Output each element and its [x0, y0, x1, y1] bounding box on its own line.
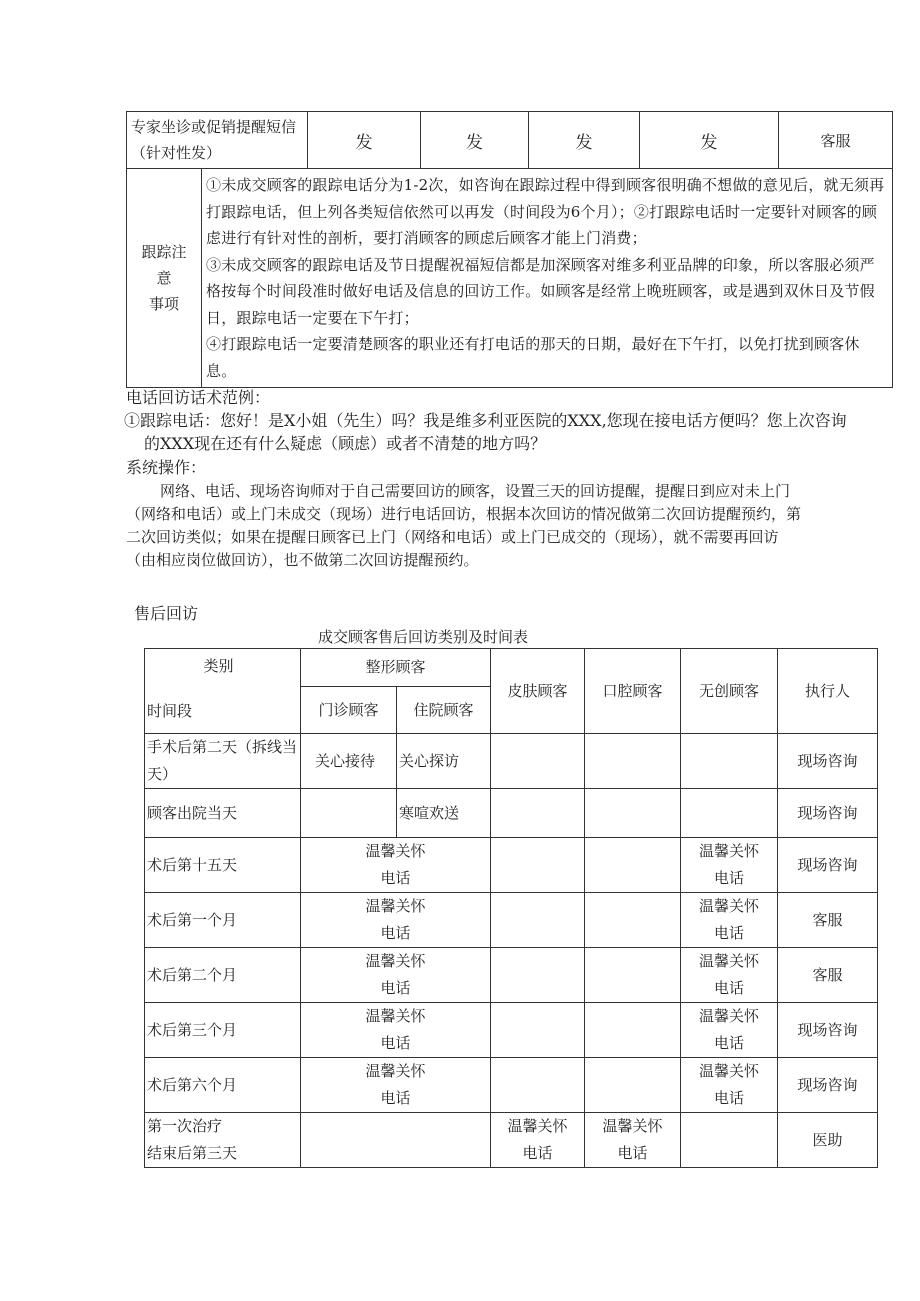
skin-cell: [491, 1113, 585, 1168]
phone-script-line: 的XXX现在还有什么疑虑（顾虑）或者不清楚的地方吗？: [144, 434, 547, 453]
cell-line: 温馨关怀: [602, 1117, 663, 1135]
cell-line: 温馨关怀: [699, 1007, 760, 1025]
oral-cell: [585, 1113, 681, 1168]
table-row: [145, 789, 878, 838]
table-row: [145, 893, 878, 948]
period-cell: 手术后第二天（拆线当天）: [145, 734, 301, 789]
empty-cell: [491, 789, 585, 838]
period-cell: 术后第十五天: [145, 838, 301, 893]
cell-line: 电话: [714, 1034, 745, 1052]
empty-cell: [491, 893, 585, 948]
outpatient-cell: 关心接待: [301, 734, 397, 789]
executor-cell: 现场咨询: [778, 838, 878, 893]
empty-cell: [681, 734, 778, 789]
system-ops-line: 网络、电话、现场咨询师对于自己需要回访的顾客，设置三天的回访提醒，提醒日到应对未上门: [160, 482, 791, 500]
after-sales-heading: 售后回访: [134, 604, 199, 623]
empty-cell: [681, 1113, 778, 1168]
header-plastic: 整形顾客: [301, 649, 491, 687]
cell-line: 第一次治疗: [147, 1117, 223, 1135]
period-cell: 术后第一个月: [145, 893, 301, 948]
header-oral: 口腔顾客: [585, 649, 681, 734]
cell-line: 温馨关怀: [365, 1007, 426, 1025]
table-caption: 成交顾客售后回访类别及时间表: [318, 628, 529, 646]
sms-reminder-label: 专家坐诊或促销提醒短信（针对性发）: [127, 112, 308, 169]
table-row: [145, 734, 878, 789]
header-outpatient: 门诊顾客: [301, 687, 397, 734]
executor-cell: 客服: [779, 112, 893, 169]
executor-cell: 客服: [778, 893, 878, 948]
system-ops-line: （网络和电话）或上门未成交（现场）进行电话回访，根据本次回访的情况做第二次回访提醒预约，第: [126, 505, 802, 523]
cell-line: 结束后第三天: [147, 1144, 238, 1162]
cell-line: 电话: [714, 924, 745, 942]
cell-line: 温馨关怀: [365, 842, 426, 860]
empty-cell: [585, 734, 681, 789]
empty-cell: [491, 838, 585, 893]
empty-cell: [585, 789, 681, 838]
noninvasive-cell: [681, 948, 778, 1003]
header-category: [145, 649, 301, 734]
send-cell: 发: [421, 112, 529, 169]
plastic-cell: [301, 1003, 491, 1058]
empty-cell: [585, 893, 681, 948]
after-sales-table: [144, 648, 878, 1168]
cell-line: 温馨关怀: [699, 897, 760, 915]
system-ops-line: 二次回访类似；如果在提醒日顾客已上门（网络和电话）或上门已成交的（现场），就不需要再回访: [126, 528, 779, 546]
cell-line: 电话: [380, 1034, 411, 1052]
period-cell: 术后第六个月: [145, 1058, 301, 1113]
notes-content: [202, 169, 893, 388]
empty-cell: [491, 948, 585, 1003]
cell-line: 电话: [617, 1144, 648, 1162]
cell-line: 温馨关怀: [699, 1062, 760, 1080]
period-cell: 顾客出院当天: [145, 789, 301, 838]
empty-cell: [585, 838, 681, 893]
system-ops-line: （由相应岗位做回访），也不做第二次回访提醒预约。: [126, 551, 479, 569]
plastic-cell: [301, 838, 491, 893]
empty-cell: [681, 789, 778, 838]
header-inpatient: 住院顾客: [397, 687, 491, 734]
note-paragraph: ③未成交顾客的跟踪电话及节日提醒祝福短信都是加深顾客对维多利亚品牌的印象，所以客服必须严格按每个时间段准时做好电话及信息的回访工作。如顾客是经常上晚班顾客，或是遇到双休日及节假日，跟踪电话一定要在下午打；: [206, 255, 875, 327]
period-label: 时间段: [147, 702, 193, 720]
plastic-cell: [301, 948, 491, 1003]
phone-script-line: ①跟踪电话：您好！是X小姐（先生）吗？我是维多利亚医院的XXX,您现在接电话方便吗？您上次咨询: [124, 411, 847, 430]
cell-line: 温馨关怀: [699, 952, 760, 970]
cell-line: 电话: [380, 924, 411, 942]
executor-cell: 现场咨询: [778, 1003, 878, 1058]
cell-line: 温馨关怀: [699, 842, 760, 860]
table-row: [145, 1058, 878, 1113]
followup-table: [126, 111, 893, 388]
empty-cell: [491, 1003, 585, 1058]
cell-line: 电话: [380, 979, 411, 997]
category-label: 类别: [203, 657, 234, 675]
notes-label-line: 意: [156, 269, 172, 287]
period-cell: [145, 1113, 301, 1168]
inpatient-cell: 关心探访: [397, 734, 491, 789]
executor-cell: 现场咨询: [778, 1058, 878, 1113]
executor-cell: 客服: [778, 948, 878, 1003]
cell-line: 温馨关怀: [365, 952, 426, 970]
empty-cell: [301, 789, 397, 838]
note-paragraph: ①未成交顾客的跟踪电话分为1-2次，如咨询在跟踪过程中得到顾客很明确不想做的意见后，就无须再打跟踪电话，但上列各类短信依然可以再发（时间段为6个月）；②打跟踪电话时一定要针对顾客的顾虑进行有针对性的剖析，要打消顾客的顾虑后顾客才能上门消费；: [206, 176, 885, 247]
header-skin: 皮肤顾客: [491, 649, 585, 734]
table-row: [145, 1113, 878, 1168]
cell-line: 电话: [714, 869, 745, 887]
notes-label-line: 跟踪注: [141, 243, 187, 261]
cell-line: 温馨关怀: [365, 1062, 426, 1080]
executor-cell: 现场咨询: [778, 789, 878, 838]
cell-line: 温馨关怀: [507, 1117, 568, 1135]
notes-label: [127, 169, 202, 388]
executor-cell: 医助: [778, 1113, 878, 1168]
period-cell: 术后第三个月: [145, 1003, 301, 1058]
plastic-cell: [301, 893, 491, 948]
executor-cell: 现场咨询: [778, 734, 878, 789]
noninvasive-cell: [681, 1003, 778, 1058]
cell-line: 电话: [714, 1089, 745, 1107]
cell-line: 电话: [380, 869, 411, 887]
noninvasive-cell: [681, 1058, 778, 1113]
header-executor: 执行人: [778, 649, 878, 734]
system-ops-heading: 系统操作：: [126, 458, 207, 477]
send-cell: 发: [529, 112, 640, 169]
send-cell: 发: [308, 112, 421, 169]
inpatient-cell: 寒喧欢送: [397, 789, 491, 838]
phone-script-heading: 电话回访话术范例：: [126, 388, 271, 407]
empty-cell: [585, 1003, 681, 1058]
table-row: [145, 948, 878, 1003]
cell-line: 电话: [714, 979, 745, 997]
empty-cell: [585, 1058, 681, 1113]
table-row: [145, 1003, 878, 1058]
note-paragraph: ④打跟踪电话一定要清楚顾客的职业还有打电话的那天的日期，最好在下午打，以免打扰到顾客休息。: [206, 335, 860, 380]
cell-line: 温馨关怀: [365, 897, 426, 915]
empty-cell: [491, 1058, 585, 1113]
empty-cell: [491, 734, 585, 789]
table-row: [145, 838, 878, 893]
period-cell: 术后第二个月: [145, 948, 301, 1003]
empty-cell: [585, 948, 681, 1003]
noninvasive-cell: [681, 893, 778, 948]
header-noninvasive: 无创顾客: [681, 649, 778, 734]
send-cell: 发: [640, 112, 779, 169]
cell-line: 电话: [380, 1089, 411, 1107]
notes-label-line: 事项: [148, 295, 179, 313]
noninvasive-cell: [681, 838, 778, 893]
cell-line: 电话: [522, 1144, 553, 1162]
empty-cell: [301, 1113, 491, 1168]
plastic-cell: [301, 1058, 491, 1113]
